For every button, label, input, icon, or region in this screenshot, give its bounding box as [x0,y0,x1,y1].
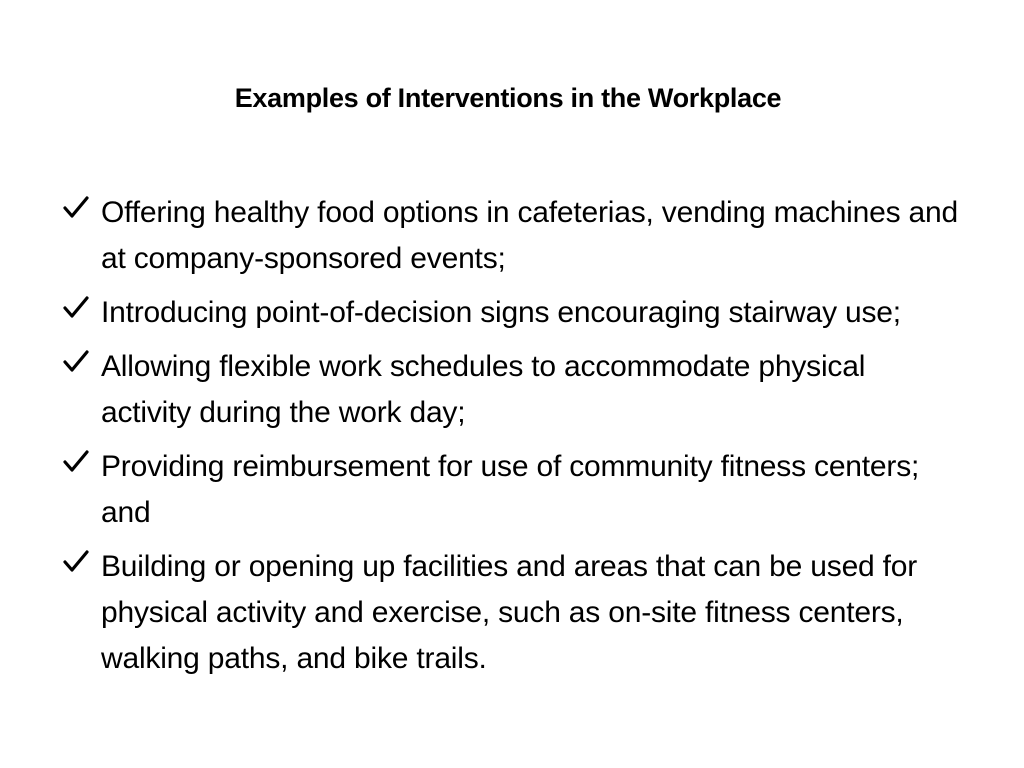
bullet-item [62,344,962,436]
bullet-item [62,544,962,682]
bullet-item [62,190,962,282]
bullet-list [62,190,962,690]
checkmark-icon [62,194,90,222]
checkmark-icon [62,294,90,322]
bullet-text: Introducing point-of-decision signs encouraging stairway use; [101,296,901,329]
bullet-text: Providing reimbursement for use of community fitness centers; and [101,450,920,529]
bullet-text: Allowing flexible work schedules to accommodate physical activity during the work day; [101,350,866,429]
checkmark-icon [62,448,90,476]
bullet-item [62,444,962,536]
checkmark-icon [62,348,90,376]
bullet-text: Building or opening up facilities and areas that can be used for physical activity and exercise, such as on-site fitness centers, walking paths, and bike trails. [101,550,918,675]
checkmark-icon [62,548,90,576]
bullet-text: Offering healthy food options in cafeterias, vending machines and at company-sponsored events; [101,196,959,275]
slide-title: Examples of Interventions in the Workplace [234,83,782,113]
bullet-item [62,290,962,336]
